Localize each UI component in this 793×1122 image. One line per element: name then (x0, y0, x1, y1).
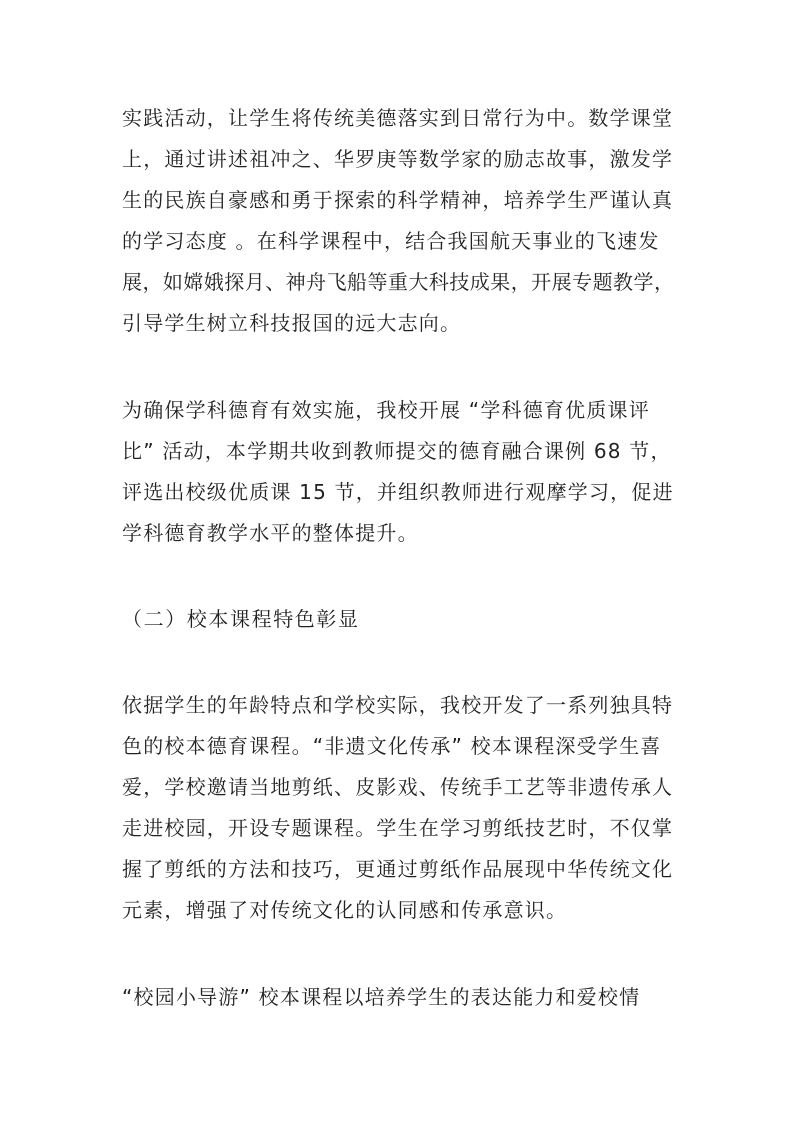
paragraph-line: 的学习态度 。在科学课程中，结合我国航天事业的飞速发 (122, 229, 660, 253)
paragraph-line: 生的民族自豪感和勇于探索的科学精神，培养学生严谨认真 (122, 188, 674, 212)
paragraph-line: 展，如嫦娥探月、神舟飞船等重大科技成果，开展专题教学， (122, 270, 675, 294)
paragraph-line: 走进校园，开设专题课程。学生在学习剪纸技艺时，不仅掌 (122, 816, 674, 840)
paragraph-line: 握了剪纸的方法和技巧，更通过剪纸作品展现中华传统文化 (122, 857, 674, 881)
paragraph-line: 爱，学校邀请当地剪纸、皮影戏、传统手工艺等非遗传承人 (122, 775, 674, 799)
paragraph-line: 色的校本德育课程。“非遗文化传承” 校本课程深受学生喜 (122, 734, 662, 758)
paragraph-line: 评选出校级优质课 15 节，并组织教师进行观摩学习，促进 (122, 480, 674, 504)
paragraph-line: 学科德育教学水平的整体提升。 (122, 521, 419, 545)
paragraph-line: 元素，增强了对传统文化的认同感和传承意识。 (122, 898, 568, 922)
paragraph-line: 上，通过讲述祖冲之、华罗庚等数学家的励志故事，激发学 (122, 147, 674, 171)
section-heading: （二）校本课程特色彰显 (122, 607, 360, 631)
paragraph-line: “校园小导游” 校本课程以培养学生的表达能力和爱校情 (122, 985, 641, 1009)
paragraph-line: 引导学生树立科技报国的远大志向。 (122, 311, 462, 335)
paragraph-line: 实践活动，让学生将传统美德落实到日常行为中。数学课堂 (122, 106, 674, 130)
paragraph-line: 比” 活动，本学期共收到教师提交的德育融合课例 68 节， (122, 439, 672, 463)
paragraph-line: 依据学生的年龄特点和学校实际，我校开发了一系列独具特 (122, 693, 674, 717)
paragraph-line: 为确保学科德育有效实施，我校开展 “学科德育优质课评 (122, 398, 650, 422)
